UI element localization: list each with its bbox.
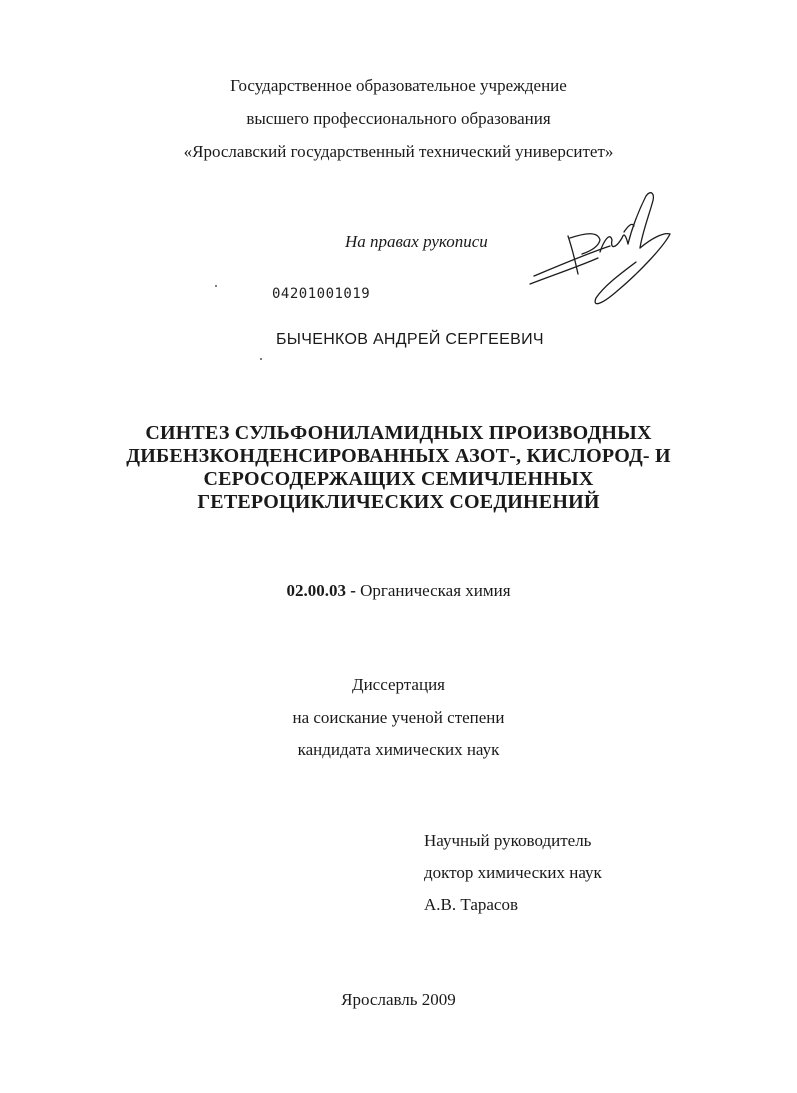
specialty bbox=[0, 581, 797, 601]
city-year: Ярославль 2009 bbox=[341, 990, 456, 1009]
institution-line-3: «Ярославский государственный технический университет» bbox=[183, 142, 614, 161]
manuscript-note: На правах рукописи bbox=[345, 232, 488, 251]
institution-line-2: высшего профессионального образования bbox=[246, 109, 551, 128]
title-line: СЕРОСОДЕРЖАЩИХ СЕМИЧЛЕННЫХ bbox=[203, 468, 594, 490]
dissertation-label: Диссертация bbox=[351, 675, 445, 694]
degree-line-2: кандидата химических наук bbox=[297, 740, 500, 759]
handwritten-signature bbox=[528, 188, 678, 318]
specialty-code: 02.00.03 bbox=[286, 581, 346, 600]
title-line: ДИБЕНЗКОНДЕНСИРОВАННЫХ АЗОТ-, КИСЛОРОД- И bbox=[126, 445, 671, 467]
scan-speck bbox=[260, 358, 262, 360]
title-line: ГЕТЕРОЦИКЛИЧЕСКИХ СОЕДИНЕНИЙ bbox=[197, 491, 600, 513]
supervisor-name: А.В. Тарасов bbox=[424, 895, 518, 914]
degree-line-1: на соискание ученой степени bbox=[292, 708, 505, 727]
dissertation-title bbox=[0, 422, 797, 514]
scan-speck bbox=[215, 285, 217, 287]
institution-line-1: Государственное образовательное учреждение bbox=[230, 76, 567, 95]
title-line: СИНТЕЗ СУЛЬФОНИЛАМИДНЫХ ПРОИЗВОДНЫХ bbox=[145, 422, 652, 444]
specialty-separator: - bbox=[345, 581, 361, 600]
specialty-name: Органическая химия bbox=[360, 581, 511, 600]
archive-number: 04201001019 bbox=[272, 286, 371, 302]
supervisor-role: Научный руководитель bbox=[424, 831, 592, 850]
supervisor-degree: доктор химических наук bbox=[424, 863, 602, 882]
author-name: БЫЧЕНКОВ АНДРЕЙ СЕРГЕЕВИЧ bbox=[276, 331, 544, 348]
